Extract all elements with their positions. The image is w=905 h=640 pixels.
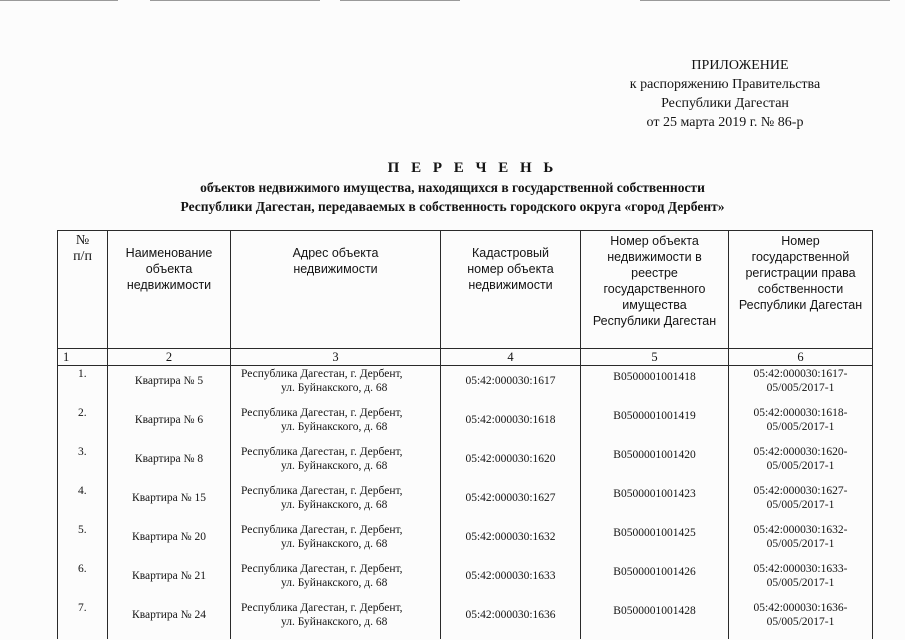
column-number: 2 [108,349,231,366]
registry-number: В0500001001423 [581,483,729,522]
registry-number: В0500001001425 [581,522,729,561]
table-row [58,600,873,639]
object-address: Республика Дагестан, г. Дербент, ул. Буйнакского, д. 68 [231,483,441,522]
cadastral-number: 05:42:000030:1633 [441,561,581,600]
object-name: Квартира № 24 [108,600,231,639]
table-row [58,483,873,522]
object-address: Республика Дагестан, г. Дербент, ул. Буйнакского, д. 68 [231,444,441,483]
scan-edge-line [0,0,118,1]
registry-number: В0500001001418 [581,366,729,406]
column-number-row [58,349,873,366]
header-cell: Кадастровый номер объекта недвижимости [441,231,581,349]
object-name: Квартира № 8 [108,444,231,483]
table-row [58,366,873,406]
row-number: 1. [58,366,108,406]
rights-registration-number: 05:42:000030:1627- 05/005/2017-1 [729,483,873,522]
cadastral-number: 05:42:000030:1627 [441,483,581,522]
header-cell: Адрес объекта недвижимости [231,231,441,349]
registry-number: В0500001001428 [581,600,729,639]
appendix-line: к распоряжению Правительства [629,77,821,92]
row-number: 2. [58,405,108,444]
row-number: 3. [58,444,108,483]
scan-edge-line [150,0,320,1]
scan-edge-line [340,0,460,1]
table-row [58,405,873,444]
appendix-date: от 25 марта 2019 г. № 86-р [646,115,804,130]
rights-registration-number: 05:42:000030:1636- 05/005/2017-1 [729,600,873,639]
row-number: 5. [58,522,108,561]
cadastral-number: 05:42:000030:1617 [441,366,581,406]
column-number: 3 [231,349,441,366]
cadastral-number: 05:42:000030:1618 [441,405,581,444]
object-address: Республика Дагестан, г. Дербент, ул. Буйнакского, д. 68 [231,366,441,406]
document-title: П Е Р Е Ч Е Н Ь [387,160,558,176]
header-cell: Наименование объекта недвижимости [108,231,231,349]
object-address: Республика Дагестан, г. Дербент, ул. Буйнакского, д. 68 [231,522,441,561]
column-number: 5 [581,349,729,366]
row-number: 6. [58,561,108,600]
scan-edge-line [640,0,890,1]
table-header-row [58,231,873,349]
registry-number: В0500001001420 [581,444,729,483]
table-row [58,561,873,600]
row-number: 7. [58,600,108,639]
table-row [58,444,873,483]
header-cell: № п/п [58,231,108,349]
rights-registration-number: 05:42:000030:1632- 05/005/2017-1 [729,522,873,561]
object-name: Квартира № 15 [108,483,231,522]
document-heading [0,159,905,216]
document-subtitle: объектов недвижимого имущества, находящихся в государственной собственности [200,180,705,195]
object-name: Квартира № 6 [108,405,231,444]
appendix-title: ПРИЛОЖЕНИЕ [691,58,789,73]
object-name: Квартира № 5 [108,366,231,406]
object-address: Республика Дагестан, г. Дербент, ул. Буйнакского, д. 68 [231,405,441,444]
rights-registration-number: 05:42:000030:1617- 05/005/2017-1 [729,366,873,406]
appendix-line: Республики Дагестан [661,96,789,111]
cadastral-number: 05:42:000030:1636 [441,600,581,639]
row-number: 4. [58,483,108,522]
document-subtitle: Республики Дагестан, передаваемых в собственность городского округа «город Дербент» [180,199,725,214]
header-cell: Номер объекта недвижимости в реестре государственного имущества Республики Дагестан [581,231,729,349]
object-name: Квартира № 21 [108,561,231,600]
appendix-block [560,56,890,132]
registry-number: В0500001001419 [581,405,729,444]
column-number: 6 [729,349,873,366]
rights-registration-number: 05:42:000030:1618- 05/005/2017-1 [729,405,873,444]
rights-registration-number: 05:42:000030:1620- 05/005/2017-1 [729,444,873,483]
table-row [58,522,873,561]
rights-registration-number: 05:42:000030:1633- 05/005/2017-1 [729,561,873,600]
registry-number: В0500001001426 [581,561,729,600]
cadastral-number: 05:42:000030:1620 [441,444,581,483]
cadastral-number: 05:42:000030:1632 [441,522,581,561]
property-table [57,230,873,639]
column-number: 1 [58,349,108,366]
object-address: Республика Дагестан, г. Дербент, ул. Буйнакского, д. 68 [231,600,441,639]
column-number: 4 [441,349,581,366]
object-name: Квартира № 20 [108,522,231,561]
object-address: Республика Дагестан, г. Дербент, ул. Буйнакского, д. 68 [231,561,441,600]
header-cell: Номер государственной регистрации права собственности Республики Дагестан [729,231,873,349]
